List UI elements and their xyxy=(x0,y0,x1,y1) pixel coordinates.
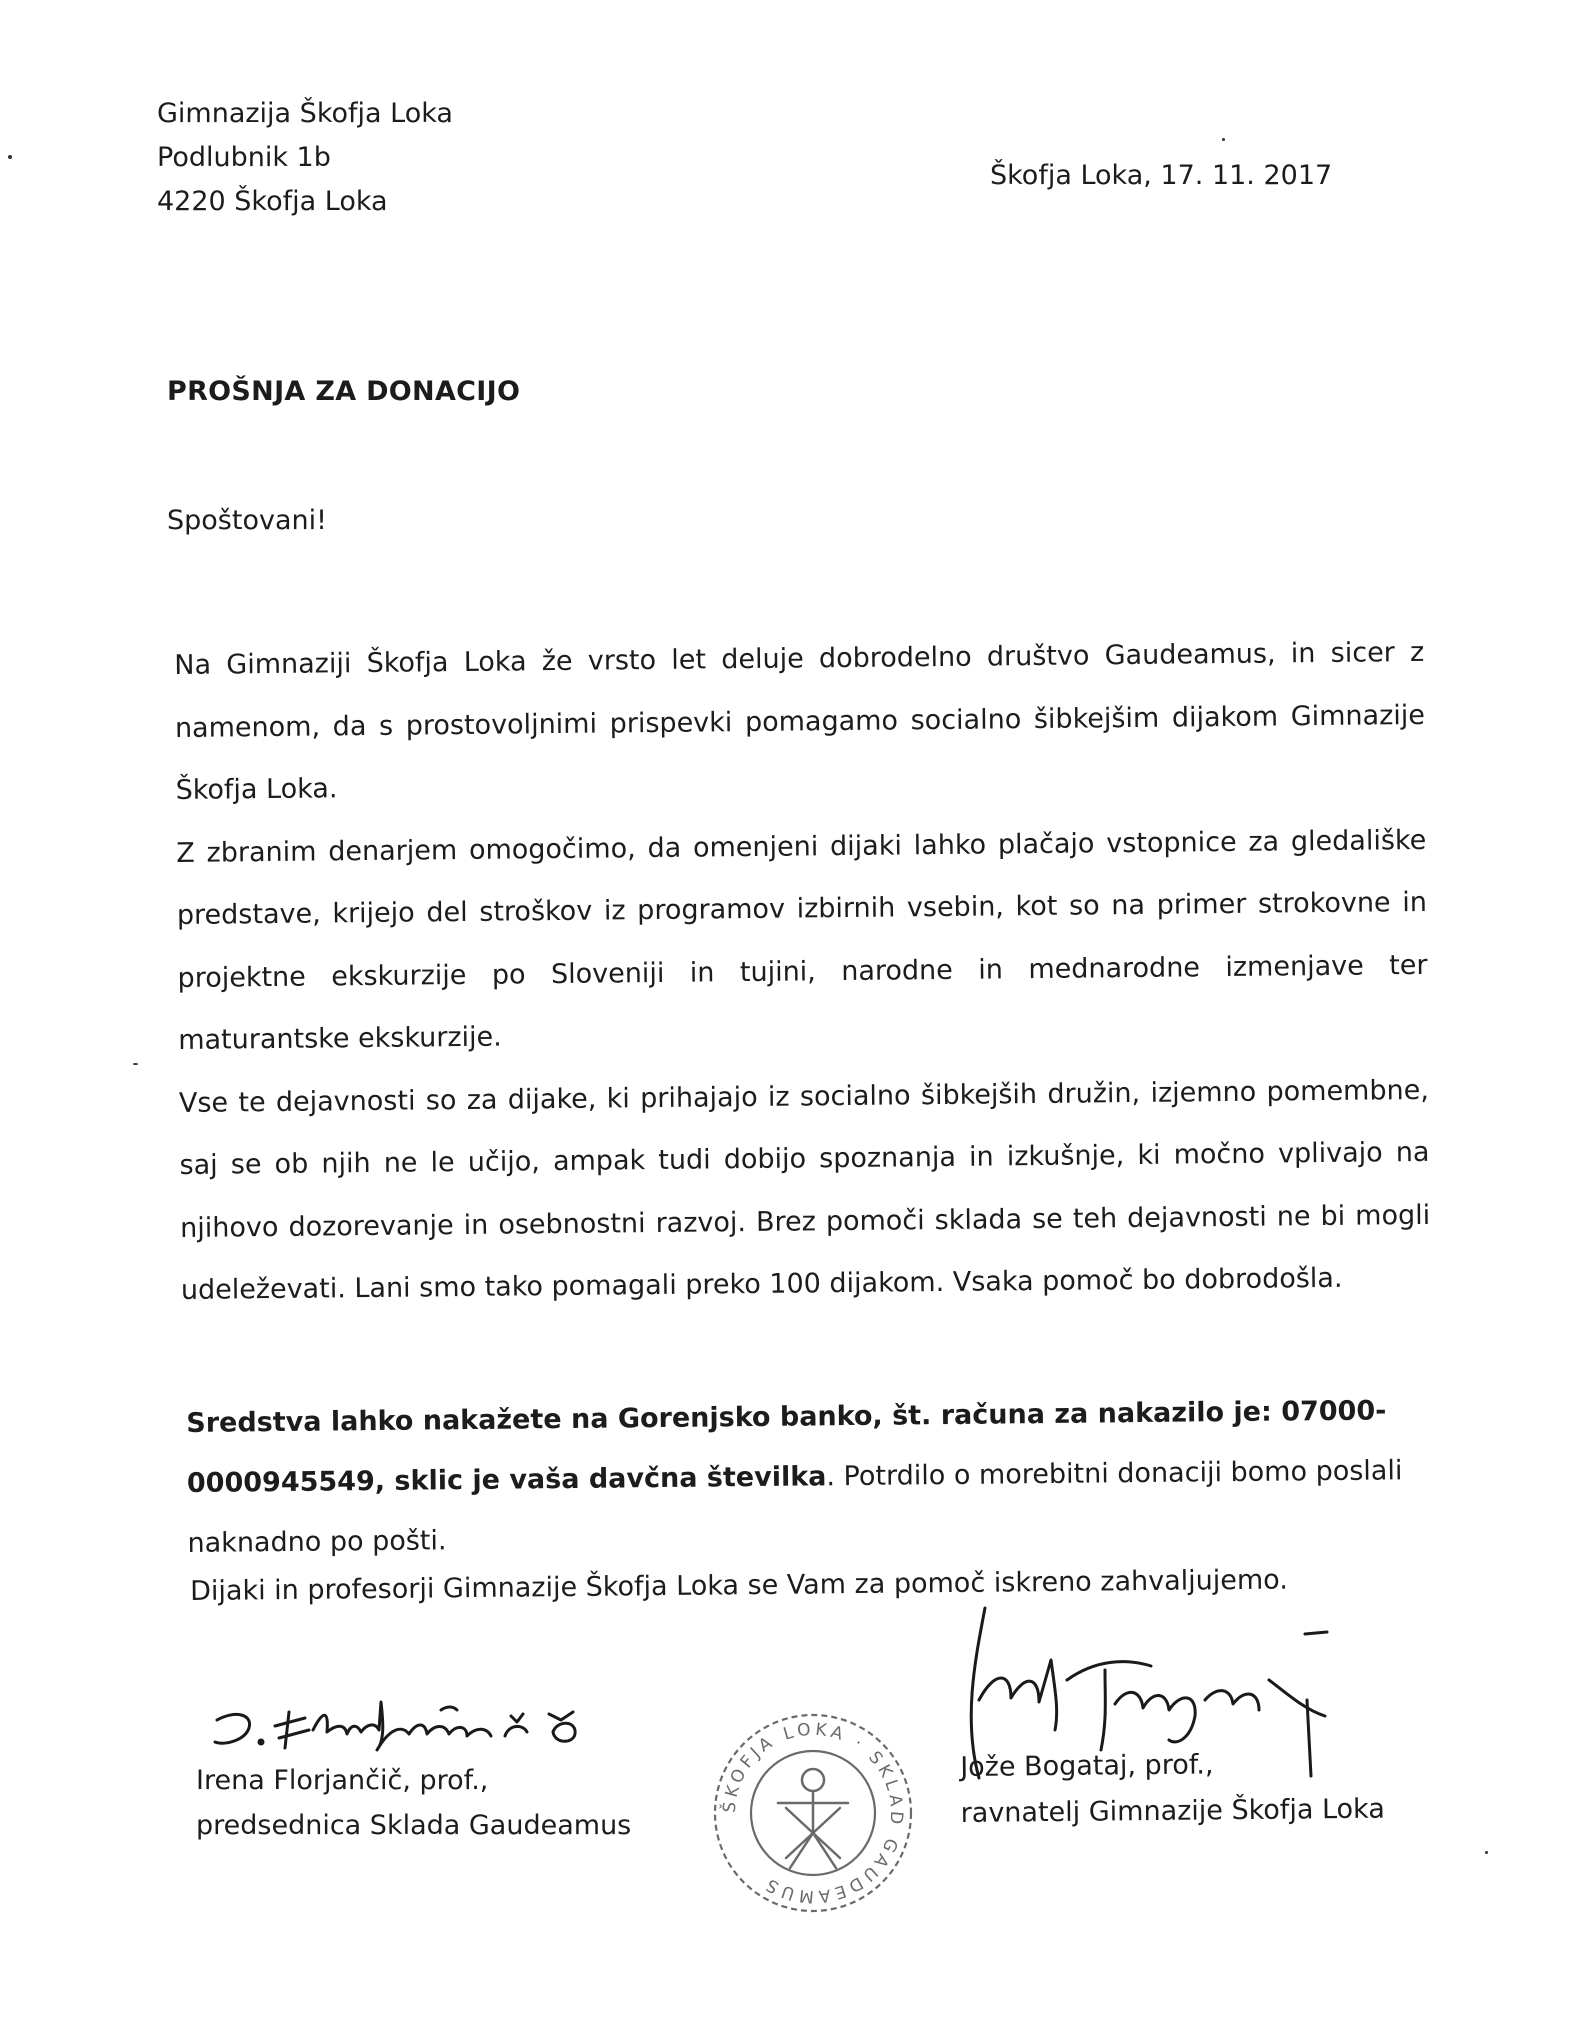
left-signatory-role: predsednica Sklada Gaudeamus xyxy=(196,1810,632,1841)
school-stamp xyxy=(708,1708,918,1918)
right-signatory-role: ravnatelj Gimnazije Škofja Loka xyxy=(960,1793,1385,1829)
bank-info xyxy=(186,1381,1428,1574)
scan-speck xyxy=(8,155,12,159)
letter-body xyxy=(174,622,1431,1323)
left-signatory-name: Irena Florjančič, prof., xyxy=(196,1765,489,1796)
body-paragraph-1: Na Gimnaziji Škofja Loka že vrsto let deluje dobrodelno društvo Gaudeamus, in sicer z namenom, da s prostovoljnimi prispevki pomagamo socialno šibkejšim dijakom Gimnazije Škofja Loka. xyxy=(174,636,1426,806)
scan-speck xyxy=(133,1063,138,1065)
scan-speck xyxy=(1485,1851,1488,1854)
stamp-text: ŠKOFJA LOKA · SKLAD GAUDEAMUS xyxy=(719,1719,907,1907)
right-signatory xyxy=(960,1741,1385,1837)
body-paragraph-2: Z zbranim denarjem omogočimo, da omenjeni dijaki lahko plačajo vstopnice za gledališke predstave, krijejo del stroškov iz programov izbirnih vsebin, kot so na primer strokovne in projektne ekskurzije po Sloveniji in tujini, narodne in mednarodne izmenjave ter maturantske ekskurzije. xyxy=(176,824,1428,1056)
left-signatory xyxy=(196,1758,631,1848)
bank-account-details: Sredstva lahko nakažete na Gorenjsko banko, št. računa za nakazilo je: 07000-0000945549, sklic je vaša davčna številka xyxy=(186,1395,1387,1499)
letter-greeting: Spoštovani! xyxy=(167,505,327,536)
scan-speck xyxy=(1222,138,1225,141)
right-signatory-name: Jože Bogataj, prof., xyxy=(960,1749,1214,1783)
letter-date: Škofja Loka, 17. 11. 2017 xyxy=(990,160,1333,191)
letter-subject: PROŠNJA ZA DONACIJO xyxy=(167,376,521,407)
sender-city: 4220 Škofja Loka xyxy=(157,186,388,217)
sender-name: Gimnazija Škofja Loka xyxy=(157,98,453,129)
body-paragraph-3: Vse te dejavnosti so za dijake, ki prihajajo iz socialno šibkejših družin, izjemno pomembne, saj se ob njih ne le učijo, ampak tudi dobijo spoznanja in izkušnje, ki močno vplivajo na njihovo dozorevanje in osebnostni razvoj. Brez pomoči sklada se teh dejavnosti ne bi mogli udeleževati. Lani smo tako pomagali preko 100 dijakom. Vsaka pomoč bo dobrodošla. xyxy=(178,1074,1431,1306)
sender-street: Podlubnik 1b xyxy=(157,142,331,173)
left-handwritten-signature xyxy=(205,1680,645,1760)
letter-thanks: Dijaki in profesorji Gimnazije Škofja Loka se Vam za pomoč iskreno zahvaljujemo. xyxy=(190,1564,1288,1607)
bank-receipt-note: . Potrdilo o morebitni donaciji bomo poslali naknadno po pošti. xyxy=(187,1455,1403,1559)
sender-address xyxy=(157,92,453,224)
